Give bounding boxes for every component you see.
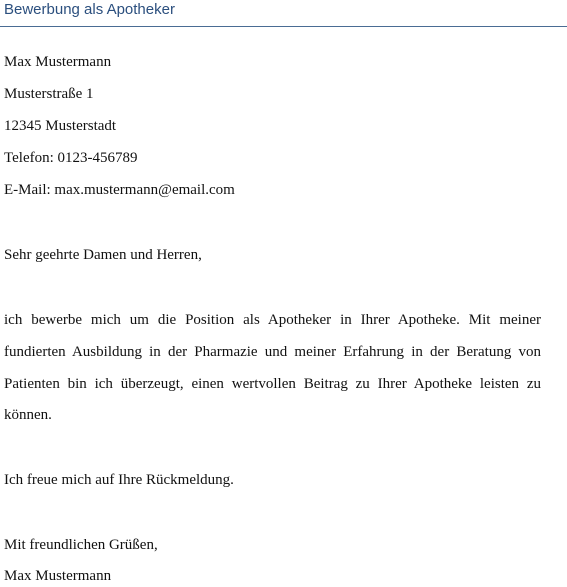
signature-name: Max Mustermann bbox=[4, 568, 112, 584]
sender-city: 12345 Musterstadt bbox=[4, 118, 117, 134]
closing-line: Ich freue mich auf Ihre Rückmeldung. bbox=[4, 472, 234, 488]
sender-email: E-Mail: max.mustermann@email.com bbox=[4, 182, 235, 198]
body-line-2: fundierten Ausbildung in der Pharmazie und meiner Erfahrung in der Beratung von bbox=[4, 344, 541, 360]
document-title: Bewerbung als Apotheker bbox=[4, 1, 175, 18]
sender-phone: Telefon: 0123-456789 bbox=[4, 150, 138, 166]
body-line-4: können. bbox=[4, 407, 52, 423]
sender-street: Musterstraße 1 bbox=[4, 86, 94, 102]
title-divider bbox=[0, 26, 567, 27]
body-line-3: Patienten bin ich überzeugt, einen wertvollen Beitrag zu Ihrer Apotheke leisten zu bbox=[4, 376, 541, 392]
sign-off: Mit freundlichen Grüßen, bbox=[4, 537, 158, 553]
sender-name: Max Mustermann bbox=[4, 54, 112, 70]
body-line-1: ich bewerbe mich um die Position als Apotheker in Ihrer Apotheke. Mit meiner bbox=[4, 312, 541, 328]
salutation: Sehr geehrte Damen und Herren, bbox=[4, 247, 202, 263]
